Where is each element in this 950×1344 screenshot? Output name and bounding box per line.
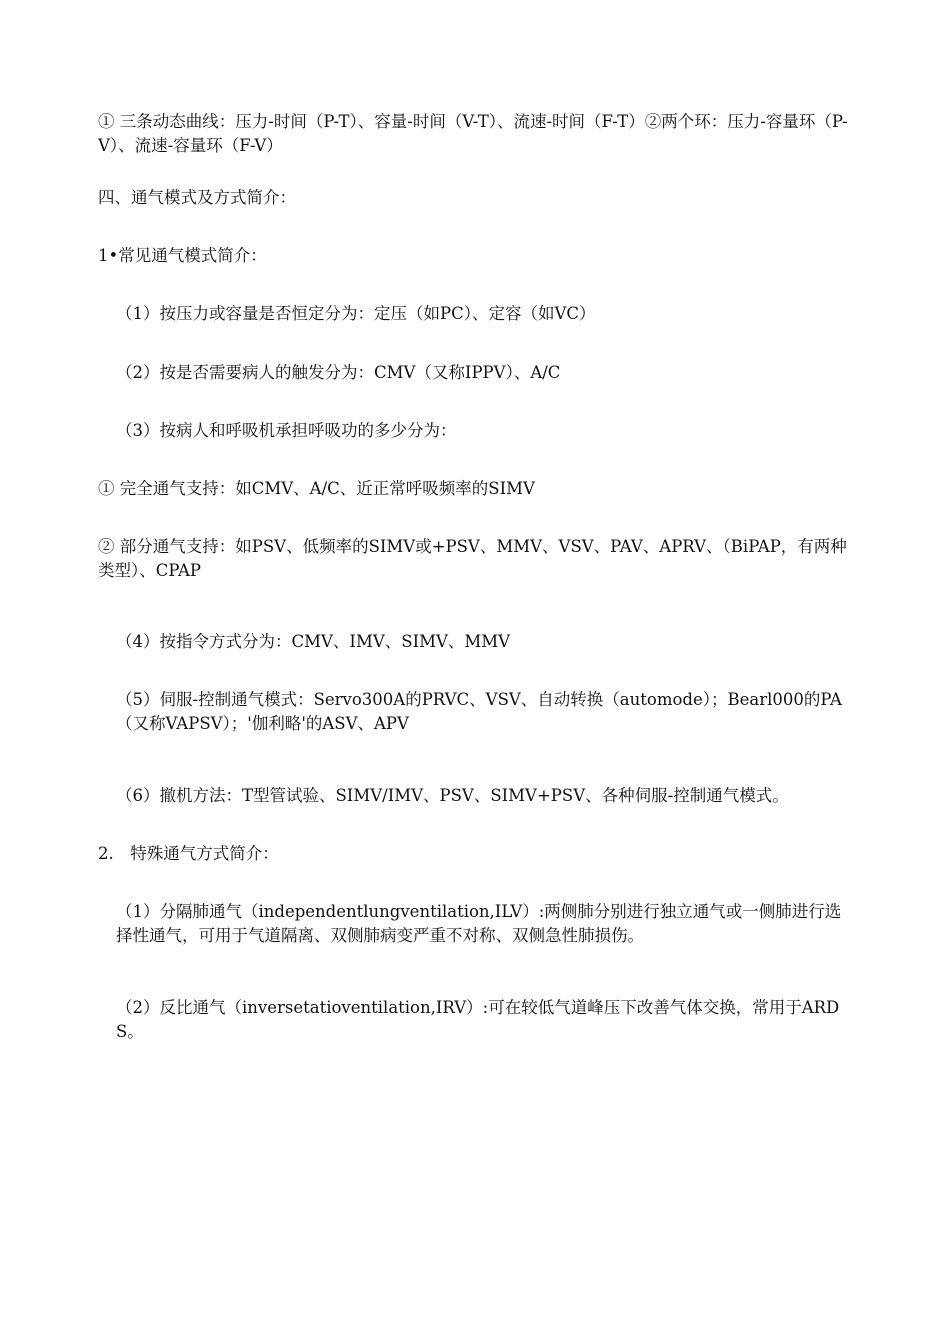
item-weaning: （6）撤机方法：T型管试验、SIMV/IMV、PSV、SIMV+PSV、各种伺服-控制通气模式。 bbox=[116, 786, 789, 805]
item-ilv: （1）分隔肺通气（independentlungventilation,ILV）:两侧肺分别进行独立通气或一侧肺进行选择性通气，可用于气道隔离、双侧肺病变严重不对称、双侧急性肺损伤。 bbox=[116, 902, 842, 945]
paragraph-dynamic-curves: ① 三条动态曲线：压力-时间（P-T）、容量-时间（V-T）、流速-时间（F-T）②两个环：压力-容量环（P-V）、流速-容量环（F-V） bbox=[98, 112, 848, 155]
item-pressure-volume: （1）按压力或容量是否恒定分为：定压（如PC）、定容（如VC） bbox=[116, 304, 596, 323]
item-servo-control: （5）伺服-控制通气模式：Servo300A的PRVC、VSV、自动转换（automode）；Bearl000的PA（又称VAPSV）；'伽利略'的ASV、APV bbox=[116, 690, 842, 733]
subheading-common-modes: 1•常见通气模式简介： bbox=[98, 246, 267, 265]
item-trigger: （2）按是否需要病人的触发分为：CMV（又称IPPV）、A/C bbox=[116, 363, 561, 382]
item-partial-support: ② 部分通气支持：如PSV、低频率的SIMV或+PSV、MMV、VSV、PAV、APRV、（BiPAP，有两种类型）、CPAP bbox=[98, 537, 847, 580]
item-work-of-breathing: （3）按病人和呼吸机承担呼吸功的多少分为： bbox=[116, 421, 457, 440]
item-full-support: ① 完全通气支持：如CMV、A/C、近正常呼吸频率的SIMV bbox=[98, 479, 535, 498]
subheading-special-modes: 2. 特殊通气方式简介： bbox=[98, 844, 279, 863]
item-irv: （2）反比通气（inversetatioventilation,IRV）:可在较低气道峰压下改善气体交换，常用于ARDS。 bbox=[116, 998, 840, 1041]
section-heading-ventilation-modes: 四、通气模式及方式简介： bbox=[98, 188, 296, 207]
item-command-modes: （4）按指令方式分为：CMV、IMV、SIMV、MMV bbox=[116, 632, 511, 651]
